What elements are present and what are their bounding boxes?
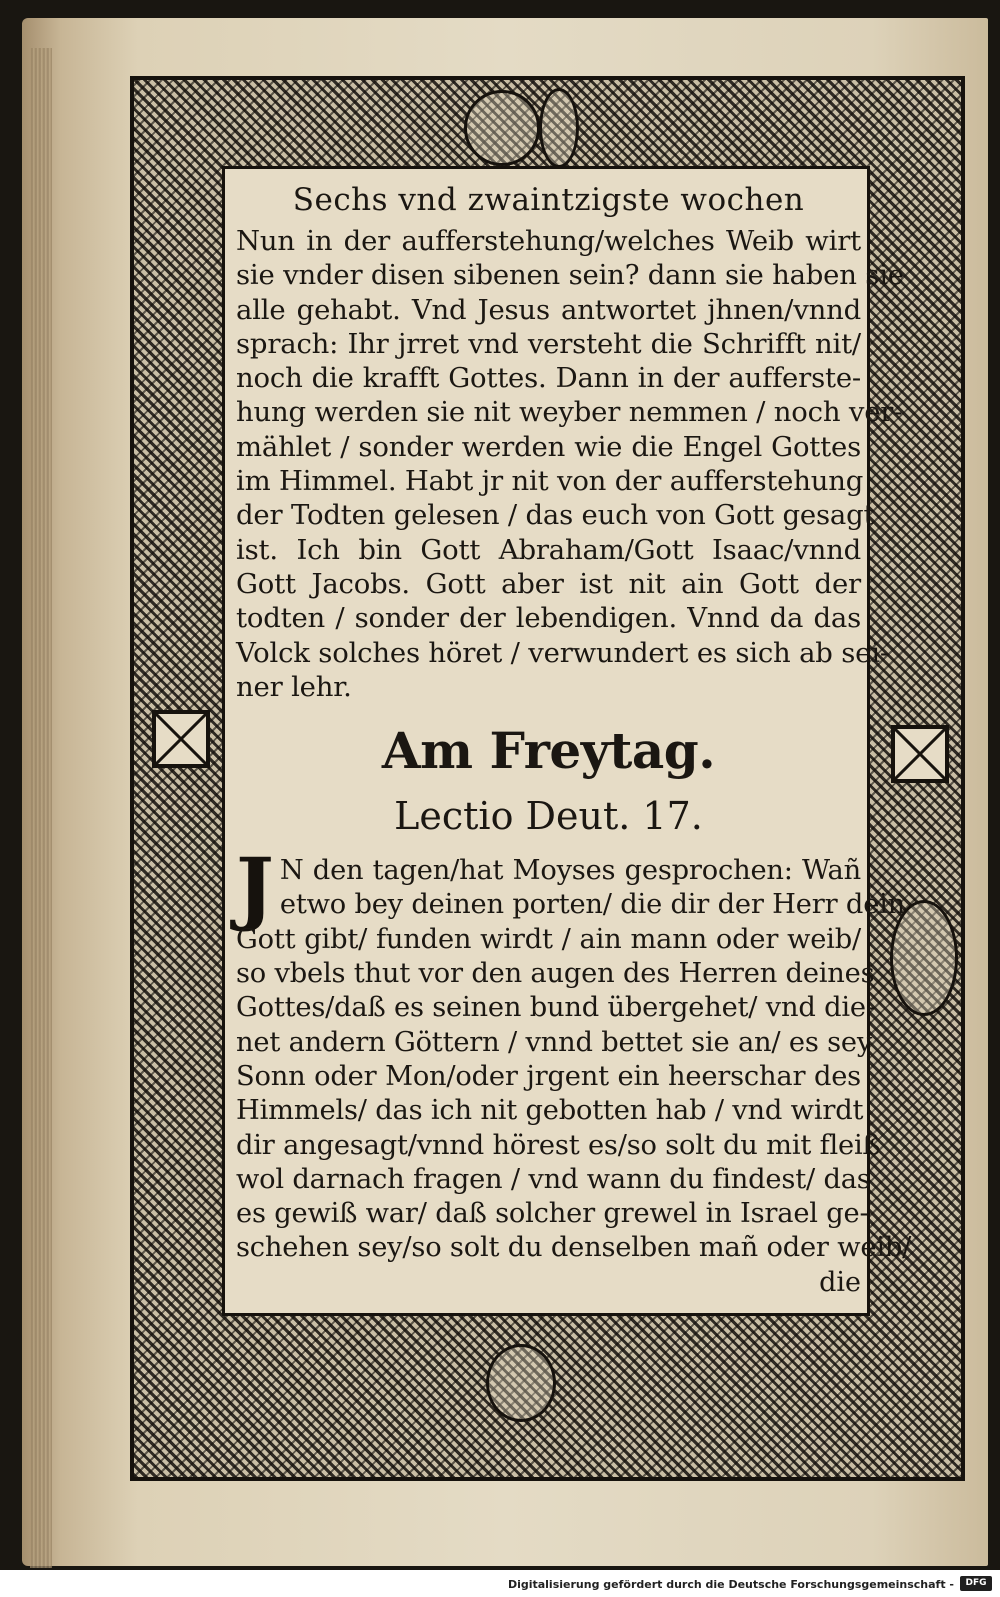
- text-line: Nun in der aufferstehung/welches Weib wirt: [236, 225, 861, 257]
- text-line: es gewiß war/ daß solcher grewel in Israel ge-: [236, 1198, 869, 1230]
- text-line: Gott Jacobs. Gott aber ist nit ain Gott der: [236, 567, 861, 600]
- text-line: der Todten gelesen / das euch von Gott gesagt: [236, 499, 875, 532]
- text-line: net andern Göttern / vnnd bettet sie an/ es sey: [236, 1026, 873, 1058]
- bottom-face-ornament: [486, 1344, 556, 1422]
- text-line: todten / sonder der lebendigen. Vnnd da das: [236, 602, 861, 635]
- right-shield-ornament: [891, 725, 949, 783]
- paragraph-1: [236, 224, 904, 704]
- text-line: sie vnder disen sibenen sein? dann sie haben sie: [236, 259, 904, 292]
- drop-initial: J: [236, 840, 274, 935]
- text-line: im Himmel. Habt jr nit von der aufferstehung: [236, 465, 864, 498]
- top-oval-ornament: [539, 88, 579, 168]
- text-line: noch die krafft Gottes. Dann in der aufferste-: [236, 362, 861, 395]
- text-line: ist. Ich bin Gott Abraham/Gott Isaac/vnnd: [236, 533, 861, 566]
- footer-bar: [0, 1570, 1000, 1597]
- left-shield-ornament: [152, 710, 210, 768]
- text-line: ner lehr.: [236, 670, 352, 703]
- text-line: alle gehabt. Vnd Jesus antwortet jhnen/vnnd: [236, 293, 861, 326]
- text-line: Sonn oder Mon/oder jrgent ein heerschar des: [236, 1060, 861, 1092]
- top-scroll-ornament: [464, 90, 540, 166]
- text-line: sprach: Ihr jrret vnd versteht die Schrifft nit/: [236, 327, 861, 360]
- text-line: mählet / sonder werden wie die Engel Gottes: [236, 430, 861, 463]
- text-line: schehen sey/so solt du denselben mañ oder weib/: [236, 1232, 912, 1264]
- lection-heading: Lectio Deut. 17.: [394, 794, 703, 839]
- text-line: hung werden sie nit weyber nemmen / noch ver-: [236, 396, 903, 429]
- text-line: N den tagen/hat Moyses gesprochen: Wañ: [279, 855, 861, 887]
- text-line: Gott gibt/ funden wirdt / ain mann oder weib/: [236, 923, 861, 955]
- day-heading: Am Freytag.: [381, 721, 716, 781]
- catchword: die: [819, 1266, 861, 1298]
- page-text: [236, 172, 912, 1300]
- text-line: so vbels thut vor den augen des Herren deines: [236, 958, 875, 990]
- page-stack-edge: [30, 48, 52, 1568]
- dfg-logo: DFG: [960, 1576, 992, 1591]
- text-line: Himmels/ das ich nit gebotten hab / vnd wirdt: [236, 1095, 864, 1127]
- text-line: dir angesagt/vnnd hörest es/so solt du mit fleiß: [236, 1129, 881, 1161]
- text-line: wol darnach fragen / vnd wann du findest/ das: [236, 1163, 871, 1195]
- funding-credit: Digitalisierung gefördert durch die Deutsche Forschungsgemeinschaft -: [507, 1578, 954, 1591]
- text-line: Volck solches höret / verwundert es sich ab sei-: [236, 636, 889, 669]
- running-head: Sechs vnd zwaintzigste wochen: [292, 182, 805, 218]
- paragraph-2: [236, 840, 912, 1266]
- text-line: Gottes/daß es seinen bund übergehet/ vnd die-: [236, 992, 875, 1024]
- text-line: etwo bey deinen porten/ die dir der Herr dein: [279, 889, 906, 921]
